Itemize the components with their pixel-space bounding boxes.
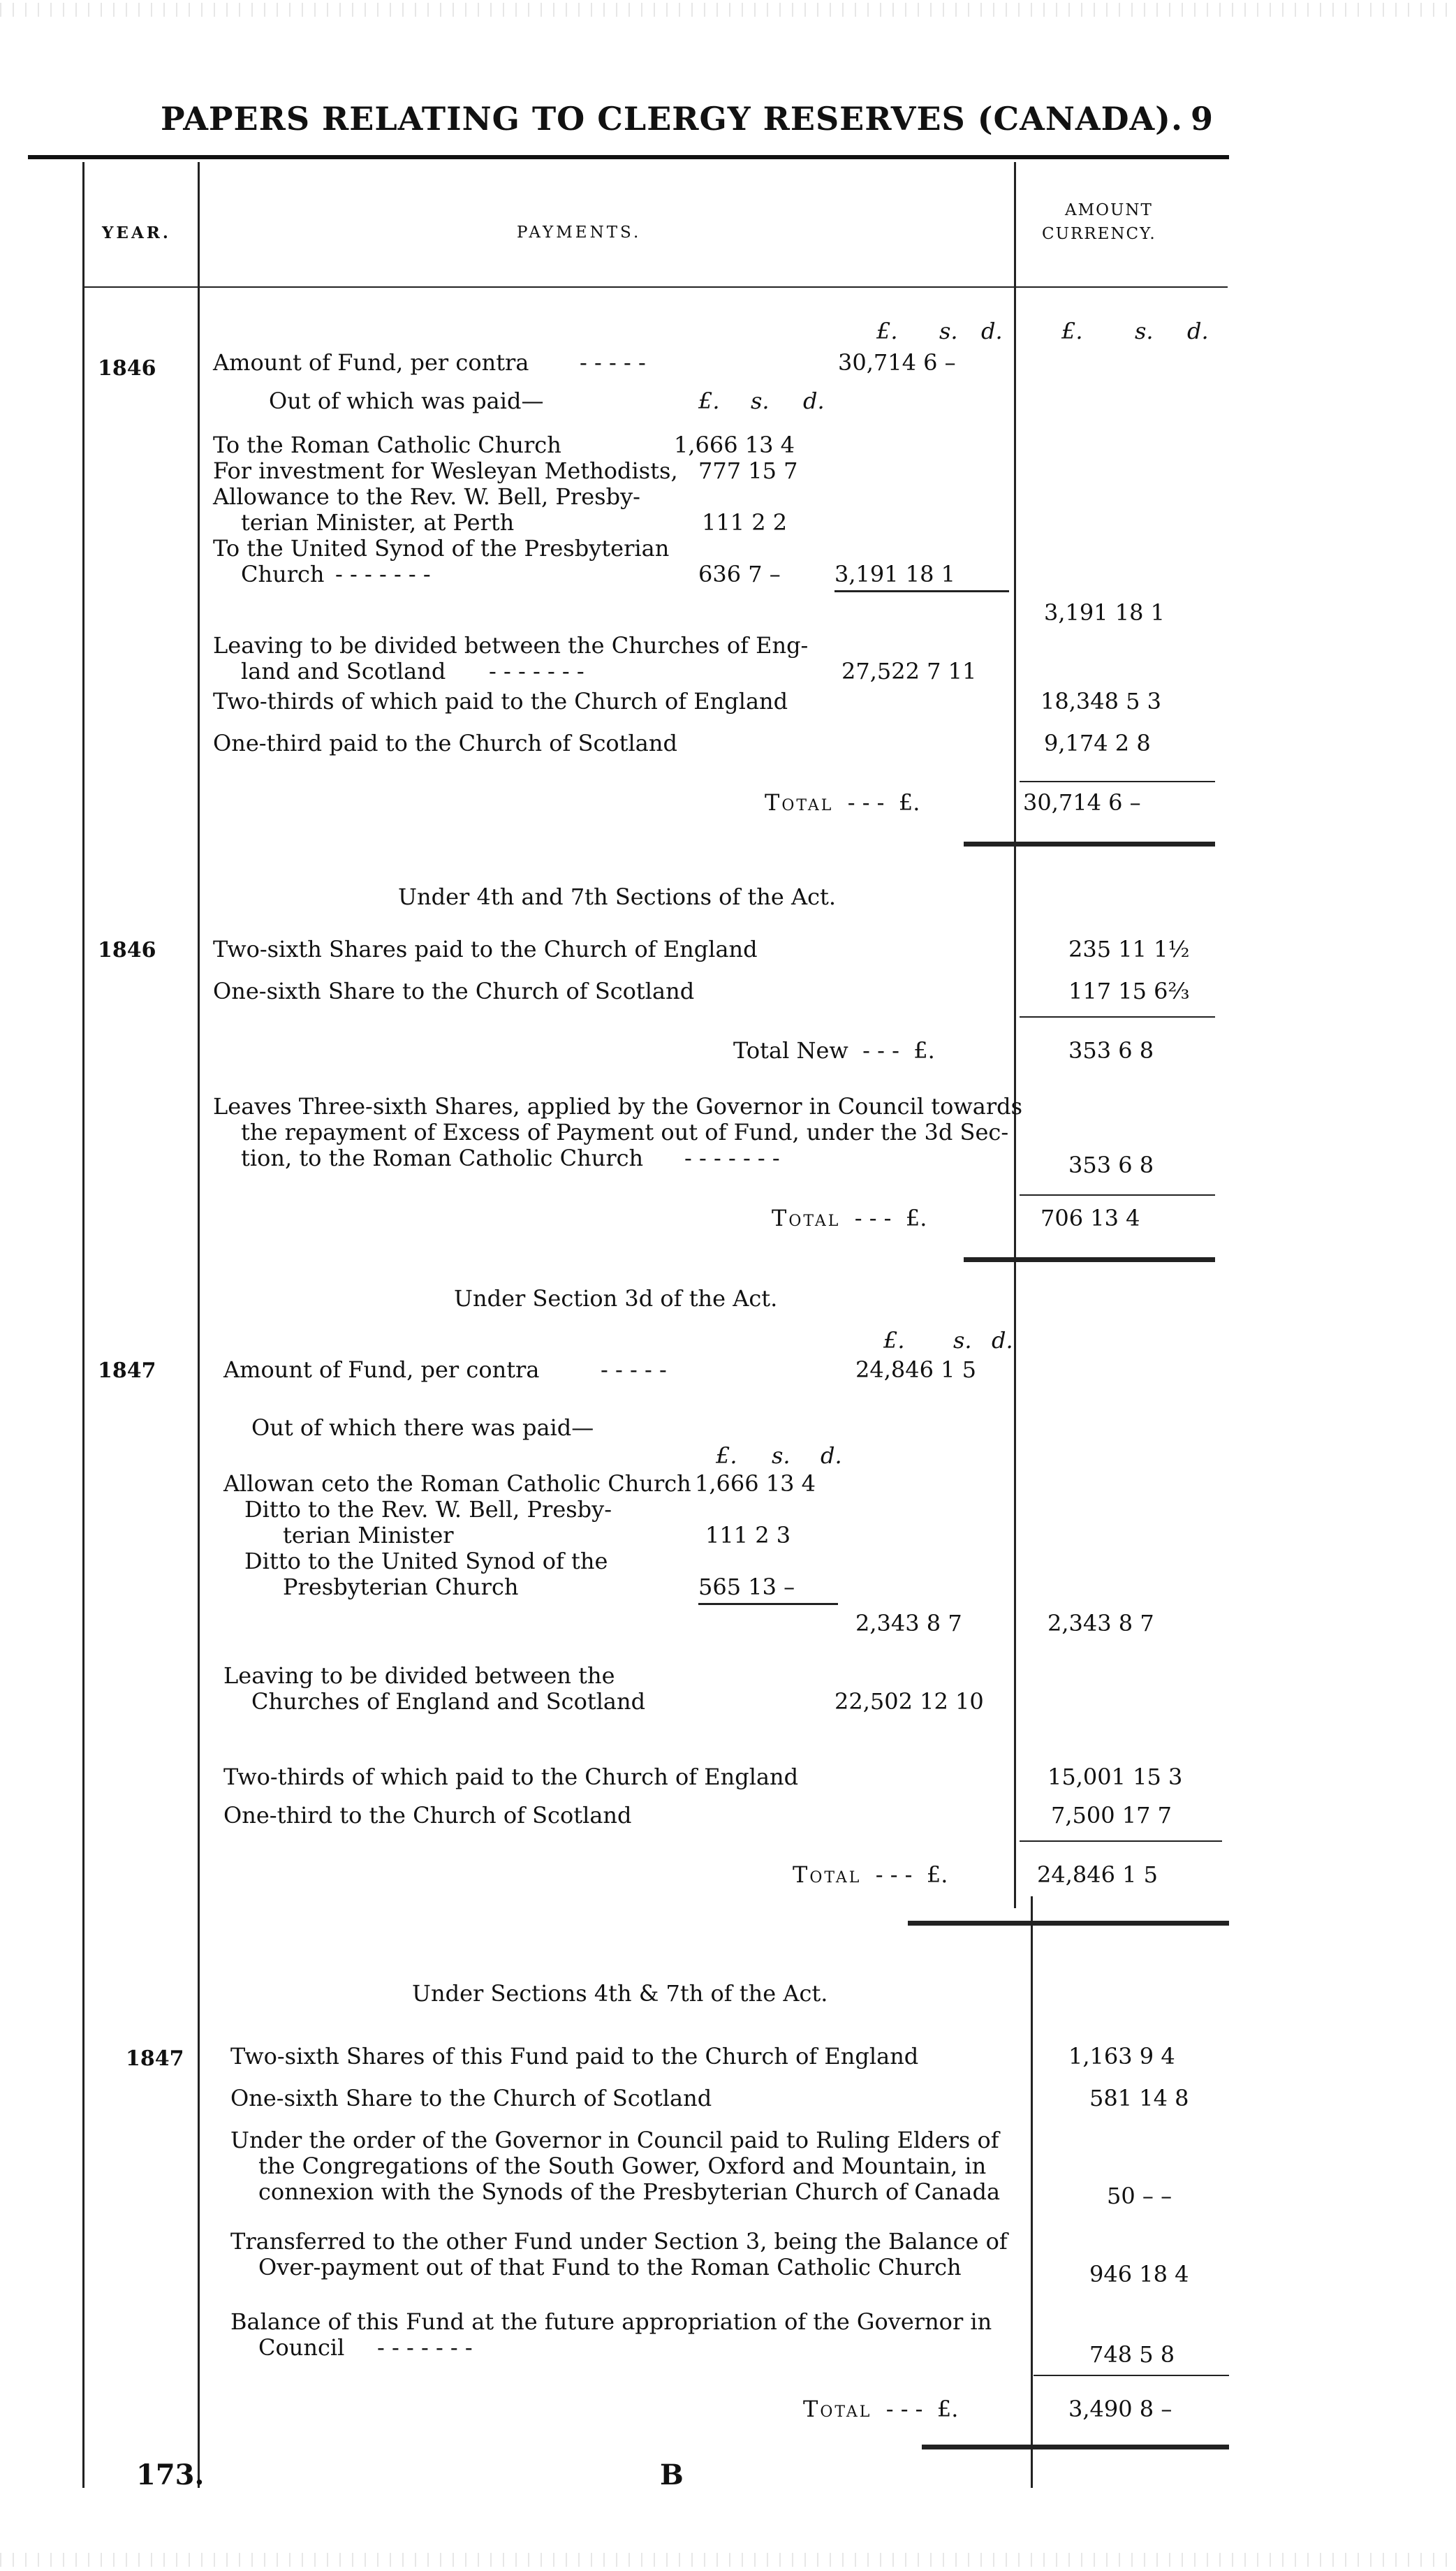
payments-column-header: PAYMENTS. bbox=[517, 224, 642, 242]
leaves-label: tion, to the Roman Catholic Church bbox=[241, 1145, 644, 1171]
item-label: Presbyterian Church bbox=[283, 1574, 519, 1600]
year-1847-a: 1847 bbox=[98, 1358, 156, 1383]
elders-label: the Congregations of the South Gower, Oxford and Mountain, in bbox=[258, 2153, 987, 2179]
total-value: 3,490 8 – bbox=[1068, 2396, 1172, 2422]
item-value: 1,666 13 4 bbox=[695, 1470, 816, 1497]
item-value: 111 2 3 bbox=[705, 1522, 791, 1548]
footer-mark: B bbox=[660, 2459, 684, 2491]
amount-fund-value: 24,846 1 5 bbox=[855, 1356, 977, 1383]
leaving-label: land and Scotland bbox=[241, 658, 446, 684]
subtotal-right: 3,191 18 1 bbox=[1044, 599, 1165, 626]
total-top-rule bbox=[1020, 1194, 1215, 1196]
item-label: To the Roman Catholic Church bbox=[213, 432, 561, 458]
section-end-rule bbox=[908, 1921, 1229, 1926]
one-sixth-value: 117 15 6⅔ bbox=[1068, 978, 1190, 1004]
leaves-value: 353 6 8 bbox=[1068, 1152, 1154, 1178]
item-label: Ditto to the United Synod of the bbox=[244, 1548, 608, 1574]
amount-column-header: AMOUNT bbox=[1065, 201, 1153, 219]
pence-head: d. bbox=[981, 318, 1003, 344]
currency-column-header: CURRENCY. bbox=[1042, 225, 1156, 243]
signature-mark: 173. bbox=[136, 2459, 205, 2491]
shilling-head: s. bbox=[939, 318, 958, 344]
section-heading: Under 4th and 7th Sections of the Act. bbox=[398, 884, 837, 910]
out-of-which-label: Out of which there was paid— bbox=[251, 1414, 594, 1441]
section-heading: Under Sections 4th & 7th of the Act. bbox=[412, 1980, 828, 2007]
two-sixth-value: 1,163 9 4 bbox=[1068, 2043, 1175, 2070]
amount-col-divider-lower bbox=[1031, 1896, 1033, 2488]
pound-sub-head: £. bbox=[716, 1442, 737, 1469]
pence-head: d. bbox=[992, 1327, 1013, 1354]
two-sixth-label: Two-sixth Shares of this Fund paid to the Church of England bbox=[230, 2043, 919, 2070]
total-value: 706 13 4 bbox=[1040, 1205, 1140, 1231]
item-value: 565 13 – bbox=[698, 1574, 795, 1600]
subtotal-value: 2,343 8 7 bbox=[855, 1610, 962, 1636]
leader-dots: - - - - - bbox=[580, 349, 646, 376]
header-rule bbox=[82, 286, 1228, 288]
amount-fund-label: Amount of Fund, per contra bbox=[223, 1356, 540, 1383]
balance-value: 748 5 8 bbox=[1089, 2341, 1175, 2368]
pence-sub-head: d. bbox=[803, 388, 825, 414]
shilling-sub-head: s. bbox=[751, 388, 770, 414]
two-sixth-label: Two-sixth Shares paid to the Church of England bbox=[213, 936, 758, 962]
item-label: For investment for Wesleyan Methodists, bbox=[213, 457, 678, 484]
year-1846-b: 1846 bbox=[98, 938, 156, 962]
item-label: terian Minister, at Perth bbox=[241, 509, 515, 536]
leaves-label: the repayment of Excess of Payment out of Fund, under the 3d Sec- bbox=[241, 1119, 1009, 1145]
one-third-value: 7,500 17 7 bbox=[1051, 1802, 1172, 1829]
one-third-label: One-third paid to the Church of Scotland bbox=[213, 730, 677, 756]
total-value: 30,714 6 – bbox=[1023, 789, 1141, 816]
elders-value: 50 – – bbox=[1107, 2183, 1172, 2209]
leaving-label: Churches of England and Scotland bbox=[251, 1688, 646, 1715]
leader-dots: - - - - - - - bbox=[377, 2334, 473, 2361]
leaves-label: Leaves Three-sixth Shares, applied by the Governor in Council towards bbox=[213, 1093, 1023, 1120]
year-col-divider bbox=[198, 162, 200, 2488]
item-label: Ditto to the Rev. W. Bell, Presby- bbox=[244, 1496, 612, 1523]
pound-head: £. bbox=[876, 318, 898, 344]
two-thirds-value: 18,348 5 3 bbox=[1040, 688, 1162, 715]
section-heading: Under Section 3d of the Act. bbox=[454, 1285, 778, 1312]
total-label: Total - - - £. bbox=[772, 1205, 927, 1231]
item-label: Church bbox=[241, 561, 325, 587]
year-column-header: YEAR. bbox=[102, 224, 171, 242]
balance-label: Council bbox=[258, 2334, 345, 2361]
year-1846-a: 1846 bbox=[98, 356, 156, 381]
leaving-value: 27,522 7 11 bbox=[841, 658, 977, 684]
total-new-label: Total New - - - £. bbox=[733, 1037, 935, 1064]
section-end-rule bbox=[922, 2445, 1229, 2449]
item-value: 1,666 13 4 bbox=[674, 432, 795, 458]
subtotal-value: 3,191 18 1 bbox=[834, 561, 956, 587]
left-border bbox=[82, 162, 84, 2488]
total-top-rule bbox=[1020, 1016, 1215, 1018]
subtotal-right: 2,343 8 7 bbox=[1047, 1610, 1154, 1636]
item-label: To the United Synod of the Presbyterian bbox=[213, 535, 670, 562]
total-label: Total - - - £. bbox=[765, 789, 920, 816]
two-thirds-label: Two-thirds of which paid to the Church of England bbox=[213, 688, 788, 715]
amount-fund-value: 30,714 6 – bbox=[838, 349, 956, 376]
year-1847-b: 1847 bbox=[126, 2046, 184, 2071]
leader-dots: - - - - - - - bbox=[335, 561, 431, 587]
total-value: 24,846 1 5 bbox=[1037, 1861, 1159, 1888]
transfer-label: Over-payment out of that Fund to the Roman Catholic Church bbox=[258, 2254, 962, 2280]
transfer-value: 946 18 4 bbox=[1089, 2261, 1189, 2287]
item-value: 111 2 2 bbox=[702, 509, 788, 536]
item-label: terian Minister bbox=[283, 1522, 454, 1548]
total-new-value: 353 6 8 bbox=[1068, 1037, 1154, 1064]
elders-label: Under the order of the Governor in Council paid to Ruling Elders of bbox=[230, 2127, 999, 2153]
item-label: Allowance to the Rev. W. Bell, Presby- bbox=[213, 483, 640, 510]
two-thirds-value: 15,001 15 3 bbox=[1047, 1764, 1183, 1790]
scan-noise-top bbox=[0, 3, 1456, 17]
total-top-rule bbox=[1034, 2375, 1229, 2376]
pound-head-right: £. bbox=[1061, 318, 1083, 344]
item-label: Allowan ceto the Roman Catholic Church bbox=[223, 1470, 691, 1497]
leader-dots: - - - - - bbox=[601, 1356, 667, 1383]
section-end-rule bbox=[964, 842, 1215, 847]
one-sixth-value: 581 14 8 bbox=[1089, 2085, 1189, 2111]
one-third-value: 9,174 2 8 bbox=[1044, 730, 1151, 756]
leaving-label: Leaving to be divided between the Churches of Eng- bbox=[213, 632, 809, 659]
page-number: 9 bbox=[1191, 100, 1214, 138]
pound-head: £. bbox=[883, 1327, 905, 1354]
shilling-head-right: s. bbox=[1135, 318, 1154, 344]
leader-dots: - - - - - - - bbox=[489, 658, 584, 684]
scan-noise-bottom bbox=[0, 2553, 1456, 2567]
elders-label: connexion with the Synods of the Presbyterian Church of Canada bbox=[258, 2178, 1001, 2205]
leaving-value: 22,502 12 10 bbox=[834, 1688, 984, 1715]
subtotal-rule bbox=[834, 590, 1009, 592]
shilling-sub-head: s. bbox=[772, 1442, 790, 1469]
two-thirds-label: Two-thirds of which paid to the Church of England bbox=[223, 1764, 799, 1790]
pound-sub-head: £. bbox=[698, 388, 720, 414]
item-value: 636 7 – bbox=[698, 561, 781, 587]
balance-label: Balance of this Fund at the future appropriation of the Governor in bbox=[230, 2308, 992, 2335]
leader-dots: - - - - - - - bbox=[684, 1145, 780, 1171]
total-label: Total - - - £. bbox=[803, 2396, 959, 2422]
pence-sub-head: d. bbox=[821, 1442, 842, 1469]
subtotal-rule bbox=[698, 1603, 838, 1605]
page-title: PAPERS RELATING TO CLERGY RESERVES (CANADA). bbox=[161, 100, 1183, 138]
top-rule bbox=[28, 155, 1229, 159]
out-of-which-label: Out of which was paid— bbox=[269, 388, 544, 414]
two-sixth-value: 235 11 1½ bbox=[1068, 936, 1190, 962]
pence-head-right: d. bbox=[1187, 318, 1209, 344]
total-label: Total - - - £. bbox=[793, 1861, 948, 1888]
one-sixth-label: One-sixth Share to the Church of Scotland bbox=[213, 978, 695, 1004]
transfer-label: Transferred to the other Fund under Section 3, being the Balance of bbox=[230, 2228, 1008, 2255]
one-sixth-label: One-sixth Share to the Church of Scotland bbox=[230, 2085, 712, 2111]
shilling-head: s. bbox=[953, 1327, 972, 1354]
total-top-rule bbox=[1020, 1840, 1222, 1842]
section-end-rule bbox=[964, 1257, 1215, 1262]
item-value: 777 15 7 bbox=[698, 457, 798, 484]
amount-col-divider-upper bbox=[1014, 162, 1016, 1908]
leaving-label: Leaving to be divided between the bbox=[223, 1662, 615, 1689]
one-third-label: One-third to the Church of Scotland bbox=[223, 1802, 632, 1829]
total-top-rule bbox=[1020, 781, 1215, 782]
amount-fund-label: Amount of Fund, per contra bbox=[213, 349, 529, 376]
